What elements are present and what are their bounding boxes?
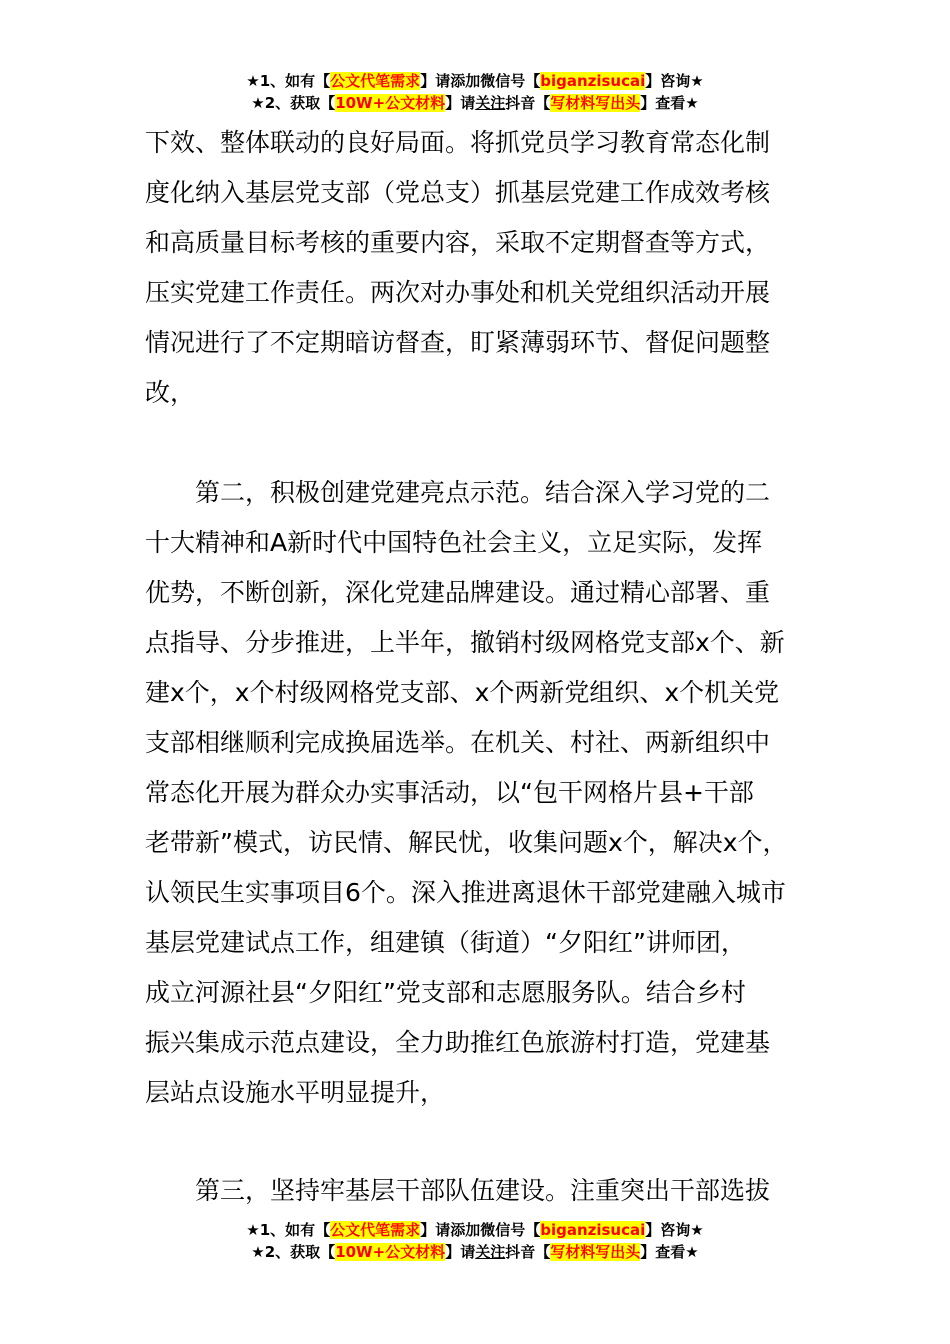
text-line: 十大精神和A新时代中国特色社会主义，立足实际，发挥 — [145, 528, 763, 557]
text-line: 压实党建工作责任。两次对办事处和机关党组织活动开展 — [145, 278, 771, 307]
banner-highlight: 写材料写出头 — [550, 94, 641, 112]
banner-highlight: biganzisucai — [540, 1221, 646, 1239]
text-line: 支部相继顺利完成换届选举。在机关、村社、两新组织中 — [145, 728, 771, 757]
banner-highlight: 公文代笔需求 — [330, 1221, 421, 1239]
text-line: 振兴集成示范点建设，全力助推红色旅游村打造，党建基 — [145, 1028, 771, 1057]
text-line: 第三，坚持牢基层干部队伍建设。注重突出干部选拔 — [195, 1176, 771, 1205]
text-line: 下效、整体联动的良好局面。将抓党员学习教育常态化制 — [145, 128, 771, 157]
text-line: 基层党建试点工作，组建镇（街道）“夕阳红”讲师团， — [145, 928, 746, 957]
banner-line-2: ★2、获取【10W+公文材料】请关注抖音【写材料写出头】查看★ — [251, 1243, 699, 1261]
banner-line-1: ★1、如有【公文代笔需求】请添加微信号【biganzisucai】咨询★ — [246, 72, 704, 90]
banner-highlight: biganzisucai — [540, 72, 646, 90]
banner-line-2: ★2、获取【10W+公文材料】请关注抖音【写材料写出头】查看★ — [251, 94, 699, 112]
text-line: 常态化开展为群众办实事活动，以“包干网格片县+干部 — [145, 778, 754, 807]
header-banner — [0, 70, 950, 114]
text-line: 情况进行了不定期暗访督查，盯紧薄弱环节、督促问题整 — [145, 328, 771, 357]
text-line: 第二，积极创建党建亮点示范。结合深入学习党的二 — [195, 478, 771, 507]
text-line: 和高质量目标考核的重要内容，采取不定期督查等方式， — [145, 228, 771, 257]
paragraph-3 — [145, 1166, 835, 1216]
text-line: 建x个，x个村级网格党支部、x个两新党组织、x个机关党 — [145, 678, 780, 707]
text-line: 认领民生实事项目6个。深入推进离退休干部党建融入城市 — [145, 878, 786, 907]
text-line: 老带新”模式，访民情、解民忧，收集问题x个，解决x个， — [145, 828, 788, 857]
banner-highlight: 写材料写出头 — [550, 1243, 641, 1261]
footer-banner — [0, 1219, 950, 1263]
text-line: 点指导、分步推进，上半年，撤销村级网格党支部x个、新 — [145, 628, 785, 657]
text-line: 度化纳入基层党支部（党总支）抓基层党建工作成效考核 — [145, 178, 771, 207]
banner-highlight: 公文代笔需求 — [330, 72, 421, 90]
banner-line-1: ★1、如有【公文代笔需求】请添加微信号【biganzisucai】咨询★ — [246, 1221, 704, 1239]
banner-highlight: 10W+公文材料 — [335, 1243, 446, 1261]
text-line: 优势，不断创新，深化党建品牌建设。通过精心部署、重 — [145, 578, 771, 607]
text-line: 层站点设施水平明显提升， — [145, 1078, 446, 1107]
text-line: 成立河源社县“夕阳红”党支部和志愿服务队。结合乡村 — [145, 978, 746, 1007]
paragraph-1 — [145, 118, 835, 418]
paragraph-2 — [145, 468, 835, 1118]
banner-highlight: 10W+公文材料 — [335, 94, 446, 112]
text-line: 改， — [145, 378, 196, 407]
